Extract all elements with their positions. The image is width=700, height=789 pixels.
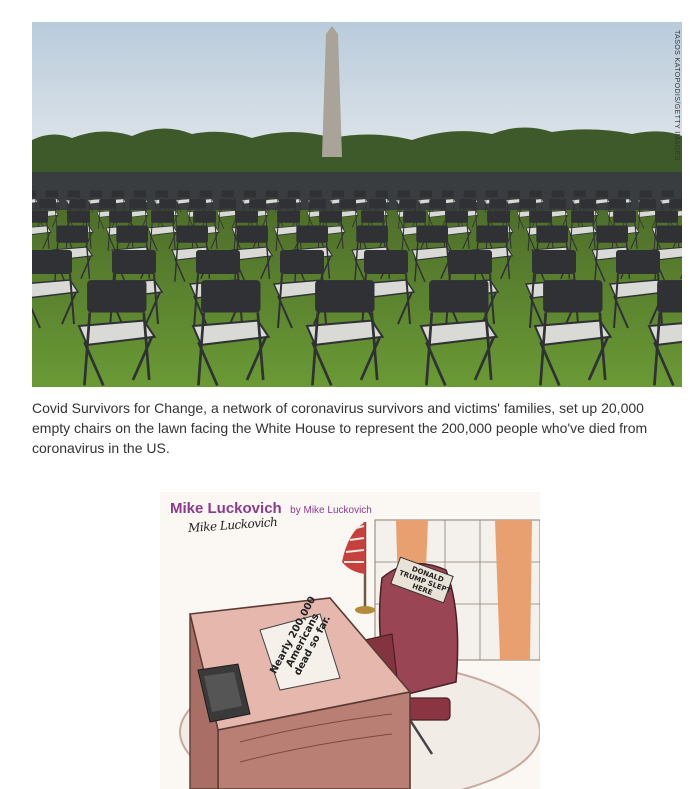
photo-credit: TASOS KATOPODIS/GETTY IMAGES (673, 30, 680, 161)
right-curtain (495, 520, 532, 660)
photo-caption: Covid Survivors for Change, a network of coronavirus survivors and victims' families, set up 20,000 empty chairs on the lawn facing the White House to represent the 200,000 people who've died from coronavirus in the US. (32, 400, 648, 456)
cartoonist-signature: Mike Luckovich (187, 514, 278, 536)
cartoonist-name: Mike Luckovich (170, 500, 282, 517)
cartoon-byline: by Mike Luckovich (290, 505, 372, 516)
desk-paper-text: Nearly 200,000 Americans dead so far. (268, 594, 334, 678)
empty-chairs-photo (32, 22, 682, 387)
editorial-cartoon (160, 492, 540, 789)
cartoon-illustration (160, 492, 540, 789)
chair-sign-text: DONALD TRUMP SLEPT HERE (397, 565, 453, 597)
photo-illustration (32, 22, 682, 387)
